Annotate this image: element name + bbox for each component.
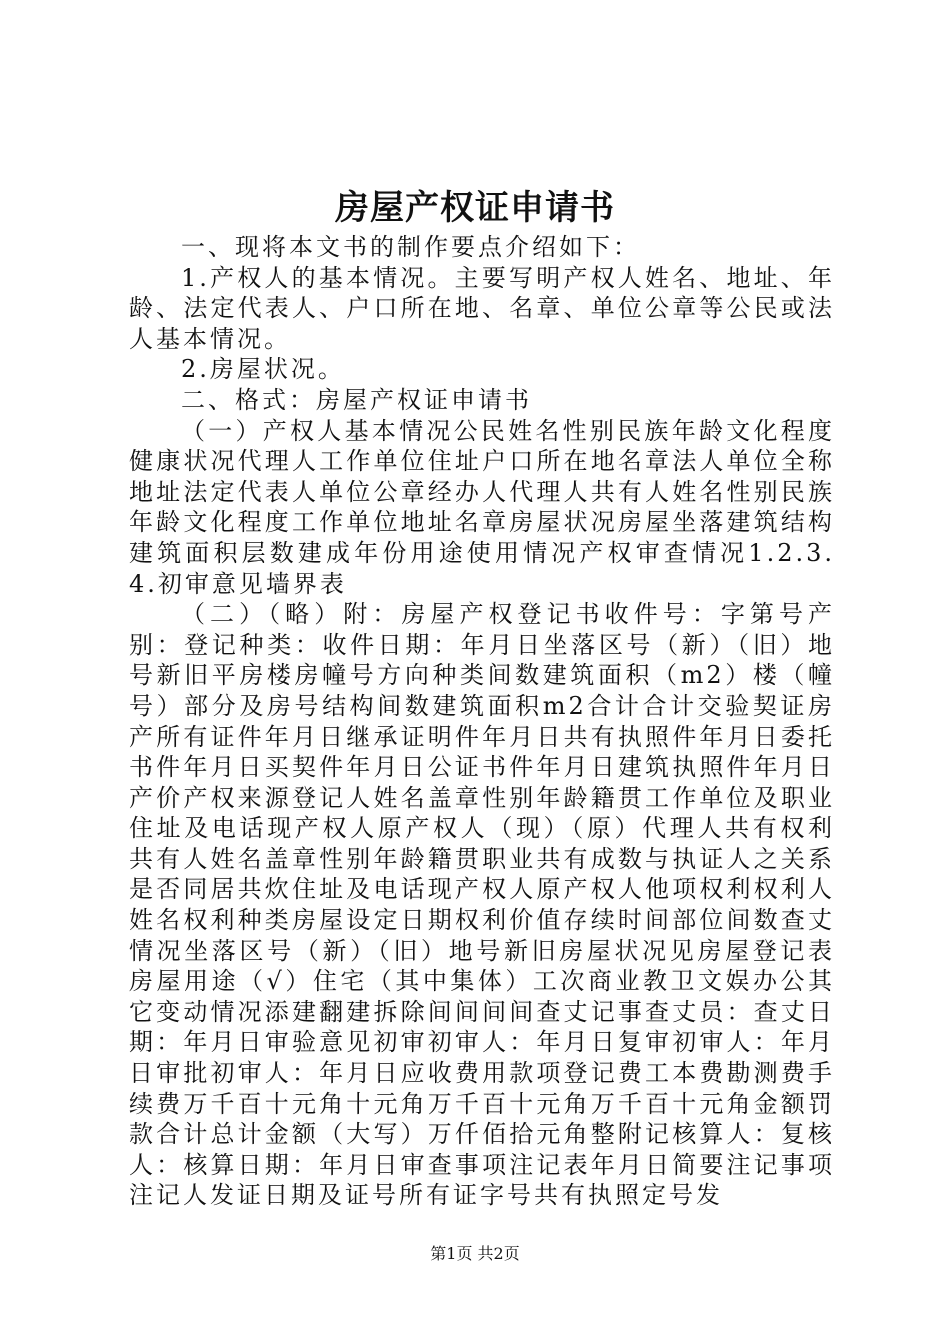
page-number: 第1页 共2页 [430,1244,520,1263]
paragraph-intro: 一、现将本文书的制作要点介绍如下： [181,233,640,261]
document-title: 房屋产权证申请书 [335,188,615,228]
document-body [129,232,835,1211]
paragraph-section-one: （一）产权人基本情况公民姓名性别民族年龄文化程度健康状况代理人工作单位住址户口所在地名章法人单位全称地址法定代表人单位公章经办人代理人共有人姓名性别民族年龄文化程度工作单位地址名章房屋状况房屋坐落建筑结构建筑面积层数建成年份用途使用情况产权审查情况1.2.3.4.初审意见墙界表 [129,416,835,598]
paragraph-section-two: （二）（略）附：房屋产权登记书收件号：字第号产别：登记种类：收件日期：年月日坐落区号（新）（旧）地号新旧平房楼房幢号方向种类间数建筑面积（m2）楼（幢号）部分及房号结构间数建筑面积m2合计合计交验契证房产所有证件年月日继承证明件年月日共有执照件年月日委托书件年月日买契件年月日公证书件年月日建筑执照件年月日产价产权来源登记人姓名盖章性别年龄籍贯工作单位及职业住址及电话现产权人原产权人（现）（原）代理人共有权利共有人姓名盖章性别年龄籍贯职业共有成数与执证人之关系是否同居共炊住址及电话现产权人原产权人他项权利权利人姓名权利种类房屋设定日期权利价值存续时间部位间数查丈情况坐落区号（新）（旧）地号新旧房屋状况见房屋登记表房屋用途（√）住宅（其中集体）工次商业教卫文娱办公其它变动情况添建翻建拆除间间间间查丈记事查丈员：查丈日期：年月日审验意见初审初审人：年月日复审初审人：年月日审批初审人：年月日应收费用款项登记费工本费勘测费手续费万千百十元角十元角万千百十元角万千百十元角金额罚款合计总计金额（大写）万仟佰拾元角整附记核算人：复核人：核算日期：年月日审查事项注记表年月日简要注记事项注记人发证日期及证号所有证字号共有执照定号发 [129,600,835,1210]
paragraph-format: 二、格式：房屋产权证申请书 [181,385,532,414]
paragraph-owner-info: 1.产权人的基本情况。主要写明产权人姓名、地址、年龄、法定代表人、户口所在地、名章、单位公章等公民或法人基本情况。 [129,263,835,353]
paragraph-house-status: 2.房屋状况。 [181,355,345,384]
